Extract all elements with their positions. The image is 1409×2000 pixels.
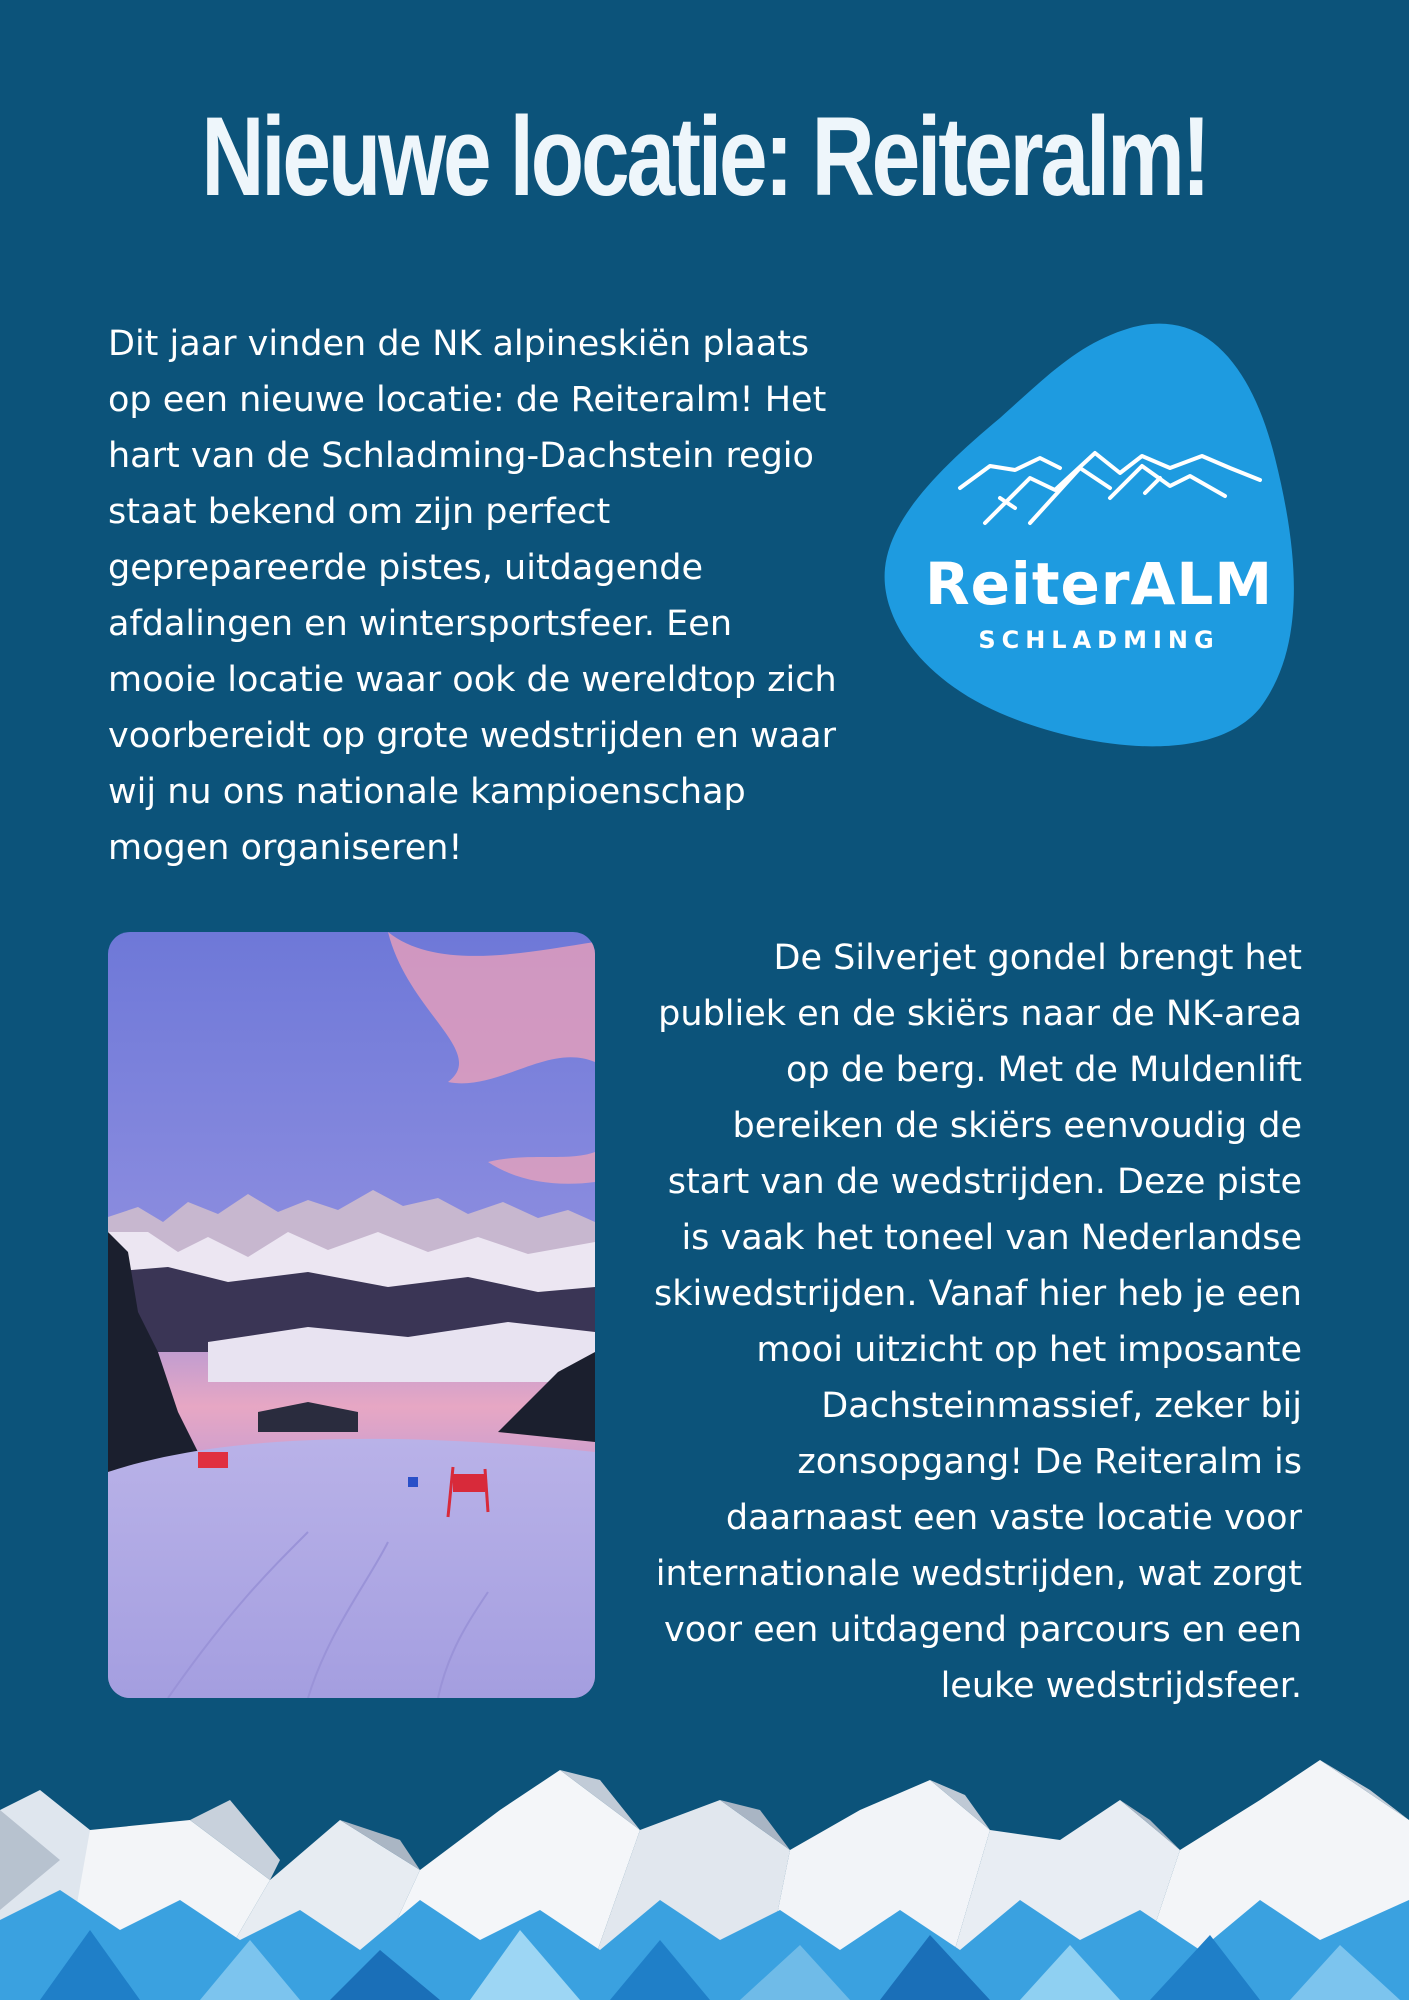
mountain-border-decoration <box>0 1750 1409 2000</box>
intro-paragraph: Dit jaar vinden de NK alpineskiën plaats op een nieuwe locatie: de Reiteralm! Het hart van de Schladming-Dachstein regio staat bekend om zijn perfect geprepareerde pistes, uitdagende afdalingen en wintersportsfeer. Een mooie locatie waar ook de wereldtop zich voorbereidt op grote wedstrijden en waar wij nu ons nationale kampioenschap mogen organiseren! <box>108 324 837 868</box>
photo-illustration <box>108 932 595 1698</box>
logo-subtitle: SCHLADMING <box>978 626 1220 654</box>
logo-badge-shape <box>880 318 1306 754</box>
ski-slope-photo <box>108 932 595 1698</box>
page-title: Nieuwe locatie: Reiteralm! <box>201 94 1208 219</box>
silverjet-paragraph: De Silverjet gondel brengt het publiek en de skiërs naar de NK-area op de berg. Met de Muldenlift bereiken de skiërs eenvoudig de start van de wedstrijden. Deze piste is vaak het toneel van Nederlandse skiwedstrijden. Vanaf hier heb je een mooi uitzicht op het imposante Dachsteinmassief, zeker bij zonsopgang! De Reiteralm is daarnaast een vaste locatie voor internationale wedstrijden, wat zorgt voor een uitdagend parcours en een leuke wedstrijdsfeer. <box>654 938 1302 1706</box>
reiteralm-logo <box>880 318 1306 754</box>
logo-wordmark: ReiterALM <box>924 550 1274 618</box>
